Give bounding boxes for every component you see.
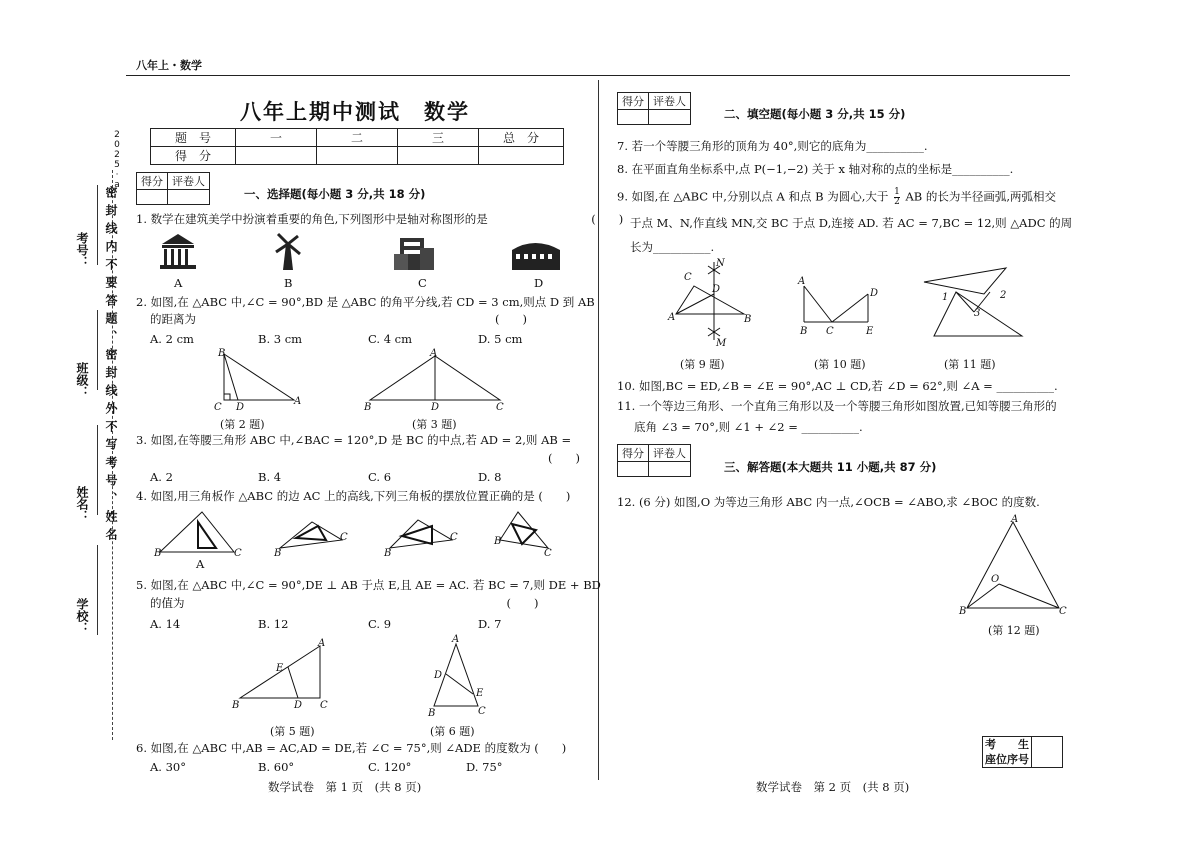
field-class[interactable] <box>97 310 98 390</box>
footer-page-1: 数学试卷 第 1 页 (共 8 页) <box>268 780 422 794</box>
q3-option-c[interactable]: C. 6 <box>368 470 392 484</box>
svg-text:D: D <box>870 288 879 299</box>
svg-text:2: 2 <box>1000 290 1007 301</box>
figure-q11 <box>924 268 1022 336</box>
grade-subject-header: 八年上・数学 <box>136 59 202 72</box>
svg-text:A: A <box>430 348 438 359</box>
q5-option-a[interactable]: A. 14 <box>150 617 181 631</box>
q9-text-1: 9. 如图,在 △ABC 中,分别以点 A 和点 B 为圆心,大于 $\frac{1}{2}$ AB 的长为半径画弧,两弧相交 <box>617 187 1057 207</box>
score-cell[interactable] <box>479 147 564 165</box>
svg-text:D: D <box>294 700 303 711</box>
caption-fig11: (第 11 题) <box>944 358 996 371</box>
figures-q2-q3 <box>210 348 520 416</box>
q2-option-c[interactable]: C. 4 cm <box>368 332 413 346</box>
binding-year: 2 0 2 5 · a <box>114 130 120 190</box>
q4-option-a[interactable]: A <box>196 557 205 571</box>
caption-fig9: (第 9 题) <box>680 358 725 371</box>
q1-option-a[interactable]: A <box>174 276 183 290</box>
score-header-cell: 题 号 <box>151 129 236 147</box>
section3-title: 三、解答题(本大题共 11 小题,共 87 分) <box>724 460 937 474</box>
score-cell[interactable] <box>398 147 479 165</box>
caption-fig10: (第 10 题) <box>814 358 866 371</box>
windmill-icon <box>276 234 300 270</box>
q2-text-1: 2. 如图,在 △ABC 中,∠C = 90°,BD 是 △ABC 的角平分线,若 CD = 3 cm,则点 D 到 AB <box>136 295 595 309</box>
q2-text-2: 的距离为 ( ) <box>150 312 527 326</box>
q9-text-3: 长为__________. <box>630 240 715 254</box>
svg-text:C: C <box>450 532 458 543</box>
svg-text:M: M <box>716 338 727 349</box>
caption-fig5: (第 5 题) <box>270 725 315 738</box>
q1-figures <box>150 232 580 282</box>
grader-cell[interactable] <box>649 462 691 477</box>
q6-text: 6. 如图,在 △ABC 中,AB = AC,AD = DE,若 ∠C = 75°,则 ∠ADE 的度数为 ( ) <box>136 741 567 755</box>
svg-text:C: C <box>478 706 486 717</box>
svg-text:E: E <box>476 688 484 699</box>
label-class: 班级： <box>75 362 89 398</box>
svg-text:B: B <box>364 402 372 413</box>
q4-text: 4. 如图,用三角板作 △ABC 的边 AC 上的高线,下列三角板的摆放位置正确的是 ( ) <box>136 489 571 503</box>
section1-title: 一、选择题(每小题 3 分,共 18 分) <box>244 187 426 201</box>
seat-number-field[interactable] <box>1032 737 1063 768</box>
figure-q2 <box>214 348 301 413</box>
svg-text:C: C <box>544 548 552 559</box>
svg-text:3: 3 <box>974 308 981 319</box>
grader-cell[interactable] <box>168 190 210 205</box>
q9-frac-numerator: 1 <box>894 187 900 197</box>
score-row-label: 得 分 <box>151 147 236 165</box>
svg-text:C: C <box>234 548 242 559</box>
score-header-cell: 二 <box>317 129 398 147</box>
label-school: 学校： <box>75 598 89 634</box>
svg-text:B: B <box>274 548 282 559</box>
svg-text:B: B <box>154 548 162 559</box>
svg-text:E: E <box>276 663 284 674</box>
q1-text: 1. 数学在建筑美学中扮演着重要的角色,下列图形中是轴对称图形的是 ( ) <box>136 212 624 226</box>
svg-text:A: A <box>294 396 302 407</box>
field-exam-number[interactable] <box>97 185 98 265</box>
q6-option-d[interactable]: D. 75° <box>466 760 503 774</box>
grade-box-section1: 得分 评卷人 <box>136 172 210 205</box>
svg-text:B: B <box>800 326 808 337</box>
grade-score-cell[interactable] <box>137 190 168 205</box>
q5-option-b[interactable]: B. 12 <box>258 617 289 631</box>
seat-number-box <box>982 736 1063 768</box>
seal-warning-text: 密封线内不要答题、密封线外不写考号、姓名 <box>104 186 118 546</box>
svg-text:B: B <box>959 606 967 617</box>
q2-option-b[interactable]: B. 3 cm <box>258 332 303 346</box>
q12-text: 12. (6 分) 如图,O 为等边三角形 ABC 内一点,∠OCB = ∠ABO,求 ∠BOC 的度数. <box>617 495 1040 509</box>
temple-icon <box>160 234 196 269</box>
svg-text:C: C <box>214 402 222 413</box>
svg-text:C: C <box>496 402 504 413</box>
svg-text:C: C <box>320 700 328 711</box>
q1-option-d[interactable]: D <box>534 276 544 290</box>
page-divider <box>598 80 599 780</box>
q11-text-1: 11. 一个等边三角形、一个直角三角形以及一个等腰三角形如图放置,已知等腰三角形的 <box>617 399 1057 413</box>
footer-page-2: 数学试卷 第 2 页 (共 8 页) <box>756 780 910 794</box>
label-name: 姓名： <box>75 486 89 522</box>
score-header-cell: 总 分 <box>479 129 564 147</box>
figures-q5-q6 <box>228 634 498 718</box>
svg-text:D: D <box>236 402 245 413</box>
svg-text:N: N <box>716 258 725 269</box>
svg-text:A: A <box>798 276 806 287</box>
caption-fig12: (第 12 题) <box>988 624 1040 637</box>
q3-text-1: 3. 如图,在等腰三角形 ABC 中,∠BAC = 120°,D 是 BC 的中点,若 AD = 2,则 AB = <box>136 433 572 447</box>
figure-q5 <box>231 638 328 711</box>
svg-text:B: B <box>494 536 502 547</box>
grade-box-section3: 得分 评卷人 <box>617 444 691 477</box>
svg-text:A: A <box>452 634 460 645</box>
exam-title: 八年上期中测试 数学 <box>240 100 470 124</box>
q5-option-d[interactable]: D. 7 <box>478 617 502 631</box>
q3-option-b[interactable]: B. 4 <box>258 470 282 484</box>
svg-text:C: C <box>1059 606 1067 617</box>
score-cell[interactable] <box>236 147 317 165</box>
figure-q12 <box>955 514 1075 618</box>
score-header-cell: 三 <box>398 129 479 147</box>
figure-q4 <box>150 508 550 558</box>
svg-text:B: B <box>384 548 392 559</box>
q2-option-a[interactable]: A. 2 cm <box>150 332 194 346</box>
q11-text-2: 底角 ∠3 = 70°,则 ∠1 + ∠2 = __________. <box>634 420 863 434</box>
seat-label-line1: 考 生 <box>985 738 1029 751</box>
q9-text-2: 于点 M、N,作直线 MN,交 BC 于点 D,连接 AD. 若 AC = 7,BC = 12,则 △ADC 的周 <box>630 216 1073 230</box>
field-name[interactable] <box>97 425 98 515</box>
grade-box-section2: 得分 评卷人 <box>617 92 691 125</box>
q6-option-b[interactable]: B. 60° <box>258 760 295 774</box>
seat-label-line2: 座位序号 <box>985 753 1029 766</box>
score-table <box>150 128 564 165</box>
figure-q3 <box>363 348 504 413</box>
svg-text:A: A <box>668 312 676 323</box>
caption-fig6: (第 6 题) <box>430 725 475 738</box>
section2-title: 二、填空题(每小题 3 分,共 15 分) <box>724 107 906 121</box>
svg-text:C: C <box>826 326 834 337</box>
q5-option-c[interactable]: C. 9 <box>368 617 392 631</box>
header-rule <box>126 75 1070 76</box>
q3-option-a[interactable]: A. 2 <box>150 470 173 484</box>
grade-score-cell[interactable] <box>618 462 649 477</box>
svg-text:D: D <box>712 284 721 295</box>
svg-text:D: D <box>431 402 440 413</box>
svg-text:O: O <box>991 574 1000 585</box>
q10-text: 10. 如图,BC = ED,∠B = ∠E = 90°,AC ⊥ CD,若 ∠D = 62°,则 ∠A = __________. <box>617 379 1058 393</box>
svg-text:B: B <box>218 348 226 359</box>
figure-q9 <box>667 258 751 349</box>
caption-fig2: (第 2 题) <box>220 418 265 431</box>
q6-option-a[interactable]: A. 30° <box>150 760 186 774</box>
grade-score-cell[interactable] <box>618 110 649 125</box>
score-header-cell: 一 <box>236 129 317 147</box>
field-school[interactable] <box>97 545 98 635</box>
svg-text:A: A <box>1011 514 1019 525</box>
q1-option-c[interactable]: C <box>418 276 427 290</box>
grader-cell[interactable] <box>649 110 691 125</box>
colosseum-icon <box>512 243 560 270</box>
q9-frac-denominator: 2 <box>894 197 900 207</box>
q3-text-2: ( ) <box>548 451 580 465</box>
svg-text:1: 1 <box>942 292 949 303</box>
q3-option-d[interactable]: D. 8 <box>478 470 502 484</box>
figure-q10 <box>797 276 878 337</box>
label-exam-number: 考号： <box>75 232 89 268</box>
figure-q6 <box>427 634 486 719</box>
q2-option-d[interactable]: D. 5 cm <box>478 332 523 346</box>
svg-text:B: B <box>428 708 436 719</box>
score-cell[interactable] <box>317 147 398 165</box>
q8-text: 8. 在平面直角坐标系中,点 P(−1,−2) 关于 x 轴对称的点的坐标是__________. <box>617 162 1014 176</box>
figures-q9-q10-q11 <box>660 258 1060 354</box>
q7-text: 7. 若一个等腰三角形的顶角为 40°,则它的底角为__________. <box>617 139 928 153</box>
svg-text:C: C <box>684 272 692 283</box>
svg-text:E: E <box>866 326 874 337</box>
svg-text:B: B <box>744 314 752 325</box>
caption-fig3: (第 3 题) <box>412 418 457 431</box>
svg-text:C: C <box>340 532 348 543</box>
q5-text-2: 的值为 ( ) <box>150 596 539 610</box>
q1-option-b[interactable]: B <box>284 276 293 290</box>
q6-option-c[interactable]: C. 120° <box>368 760 412 774</box>
svg-text:A: A <box>318 638 326 649</box>
svg-text:B: B <box>232 700 240 711</box>
building-icon <box>394 238 434 270</box>
q5-text-1: 5. 如图,在 △ABC 中,∠C = 90°,DE ⊥ AB 于点 E,且 AE = AC. 若 BC = 7,则 DE + BD <box>136 578 601 592</box>
svg-text:D: D <box>434 670 443 681</box>
